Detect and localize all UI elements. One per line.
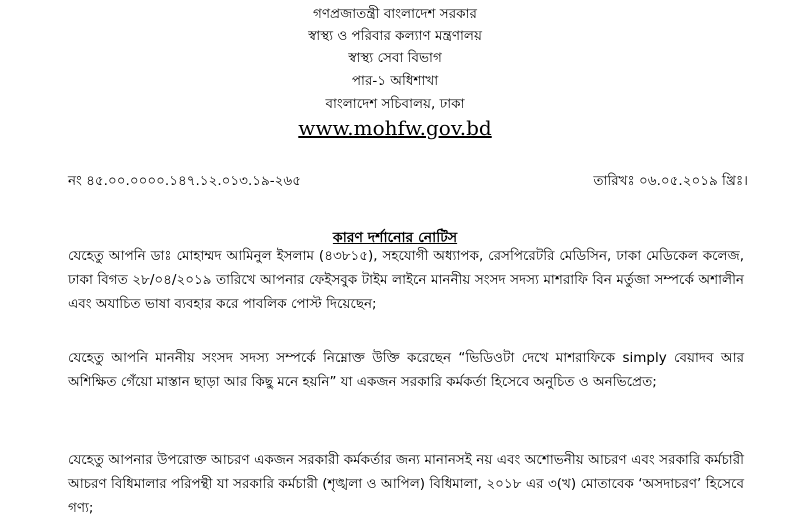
- header-government: গণপ্রজাতন্ত্রী বাংলাদেশ সরকার: [313, 6, 477, 22]
- header-division: স্বাস্থ্য সেবা বিভাগ: [348, 50, 442, 66]
- header-ministry: স্বাস্থ্য ও পরিবার কল্যাণ মন্ত্রণালয়: [308, 28, 482, 44]
- paragraph-2: যেহেতু আপনি মাননীয় সংসদ সদস্য সম্পর্কে নিম্নোক্ত উক্তি করেছেন “ভিডিওটা দেখে মাশরাফিকে simply বেয়াদব আর অশিক্ষিত গেঁয়ো মাস্তান ছাড়া আর কিছু মনে হয়নি” যা একজন সরকারি কর্মকর্তা হিসেবে অনুচিত ও অনভিপ্রেত;: [68, 350, 744, 390]
- paragraph-3: যেহেতু আপনার উপরোক্ত আচরণ একজন সরকারী কর্মকর্তার জন্য মানানসই নয় এবং অশোভনীয় আচরণ এবং সরকারি কর্মচারী আচরণ বিধিমালার পরিপন্থী যা সরকারি কর্মচারী (শৃঙ্খলা ও আপিল) বিধিমালা, ২০১৮ এর ৩(খ) মোতাবেক ‘অসদাচরণ’ হিসেবে গণ্য;: [68, 452, 744, 516]
- memo-date: তারিখঃ ০৬.০৫.২০১৯ খ্রিঃ।: [593, 173, 748, 189]
- header-branch: পার-১ অধিশাখা: [351, 73, 439, 89]
- memo-number: নং ৪৫.০০.০০০০.১৪৭.১২.০১৩.১৯-২৬৫: [68, 173, 301, 189]
- paragraph-1: যেহেতু আপনি ডাঃ মোহাম্মদ আমিনুল ইসলাম (৪৩৮১৫), সহযোগী অধ্যাপক, রেসপিরেটরি মেডিসিন, ঢাকা মেডিকেল কলেজ, ঢাকা বিগত ২৮/০৪/২০১৯ তারিখে আপনার ফেইসবুক টাইম লাইনে মাননীয় সংসদ সদস্য মাশরাফি বিন মর্তুজা সম্পর্কে অশালীন এবং অযাচিত ভাষা ব্যবহার করে পাবলিক পোস্ট দিয়েছেন;: [68, 248, 744, 312]
- header-secretariat: বাংলাদেশ সচিবালয়, ঢাকা: [325, 96, 465, 112]
- header-website: www.mohfw.gov.bd: [298, 116, 492, 140]
- notice-title: কারণ দর্শানোর নোটিস: [332, 230, 458, 246]
